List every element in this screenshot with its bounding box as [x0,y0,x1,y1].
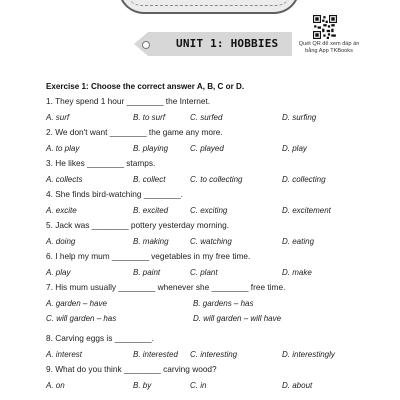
answer-option[interactable]: D. play [282,144,307,153]
answer-option[interactable]: D. interestingly [282,350,335,359]
answer-option[interactable]: D. make [282,268,312,277]
qr-caption-line: bằng App TKBooks [305,48,353,54]
answer-option[interactable]: B. to surf [133,113,166,122]
answer-option[interactable]: D. surfing [282,113,317,122]
tag-hole-icon [142,41,150,49]
top-banner-decoration [118,0,300,14]
answer-option[interactable]: C. exciting [190,206,228,215]
answer-option[interactable]: A. garden – have [46,299,107,308]
exercise-title: Exercise 1: Choose the correct answer A, B, C or D. [46,82,245,91]
answer-option[interactable]: A. surf [46,113,70,122]
question-text: 3. He likes ________ stamps. [46,158,156,168]
answer-option[interactable]: C. to collecting [190,175,243,184]
answer-option[interactable]: C. in [190,381,207,390]
answer-option[interactable]: C. will garden – has [46,314,117,323]
answer-option[interactable]: A. to play [46,144,80,153]
answer-option[interactable]: B. gardens – has [193,299,254,308]
qr-code-icon [313,15,337,39]
qr-caption [296,41,362,55]
answer-option[interactable]: D. collecting [282,175,326,184]
answer-option[interactable]: B. interested [133,350,178,359]
answer-option[interactable]: C. played [190,144,224,153]
answer-option[interactable]: A. doing [46,237,76,246]
question-text: 7. His mum usually ________ whenever she ________ free time. [46,282,286,292]
answer-option[interactable]: A. collects [46,175,83,184]
top-banner-stitch [126,0,292,6]
answer-option[interactable]: B. playing [133,144,169,153]
answer-option[interactable]: D. will garden – will have [193,314,282,323]
question-text: 8. Carving eggs is ________. [46,333,154,343]
answer-option[interactable]: D. about [282,381,313,390]
question-text: 5. Jack was ________ pottery yesterday morning. [46,220,230,230]
answer-option[interactable]: D. excitement [282,206,331,215]
answer-option[interactable]: A. play [46,268,71,277]
question-text: 2. We don't want ________ the game any more. [46,127,223,137]
answer-option[interactable]: C. watching [190,237,232,246]
answer-option[interactable]: B. collect [133,175,166,184]
answer-option[interactable]: A. on [46,381,65,390]
answer-option[interactable]: B. paint [133,268,161,277]
answer-option[interactable]: D. eating [282,237,315,246]
answer-option[interactable]: C. plant [190,268,218,277]
answer-option[interactable]: B. excited [133,206,169,215]
question-text: 1. They spend 1 hour ________ the Internet. [46,96,211,106]
question-text: 9. What do you think ________ carving wood? [46,364,217,374]
answer-option[interactable]: C. interesting [190,350,238,359]
answer-option[interactable]: A. excite [46,206,77,215]
answer-option[interactable]: A. interest [46,350,83,359]
question-text: 6. I help my mum ________ vegetables in my free time. [46,251,251,261]
answer-option[interactable]: B. making [133,237,169,246]
question-text: 4. She finds bird-watching ________. [46,189,183,199]
answer-option[interactable]: B. by [133,381,152,390]
answer-option[interactable]: C. surfed [190,113,223,122]
unit-title: UNIT 1: HOBBIES [176,37,279,50]
qr-caption-line: Quét QR để xem đáp án [298,41,360,47]
